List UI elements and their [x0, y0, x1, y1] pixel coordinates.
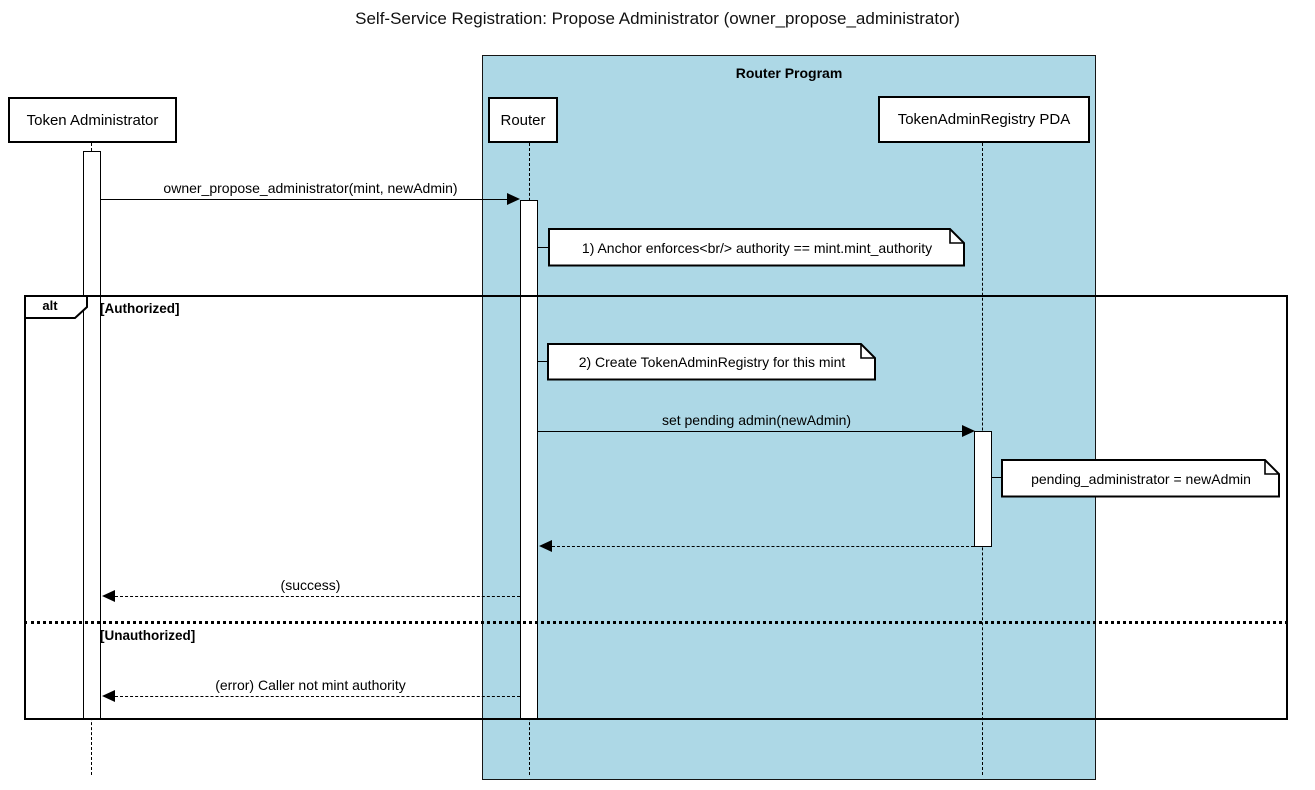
- participant-label: TokenAdminRegistry PDA: [897, 111, 1071, 128]
- return-registry-line: [552, 546, 974, 547]
- note-create-registry: [547, 343, 877, 381]
- note1-connector: [537, 247, 548, 248]
- message-propose-line: [101, 199, 508, 200]
- message-propose-label: owner_propose_administrator(mint, newAdmin): [163, 180, 458, 196]
- arrowhead-right-icon: [507, 193, 520, 205]
- message-error-line: [115, 696, 520, 697]
- guard-authorized-label: [Authorized]: [100, 301, 180, 316]
- note-anchor-enforces-text: 1) Anchor enforces<br/> authority == mint.mint_authority: [581, 239, 933, 256]
- diagram-title: Self-Service Registration: Propose Administrator (owner_propose_administrator): [355, 9, 960, 28]
- message-set-pending-line: [538, 431, 962, 432]
- note3-connector: [991, 477, 1001, 478]
- activation-token-admin-registry-pda: [974, 431, 992, 547]
- participant-token-admin-registry-pda: [878, 96, 1090, 143]
- message-error-label: (error) Caller not mint authority: [215, 677, 406, 693]
- note-pending-admin: [1001, 459, 1281, 498]
- note2-connector: [537, 361, 547, 362]
- arrowhead-left-icon: [539, 540, 552, 552]
- alt-operator-label: alt: [42, 298, 58, 313]
- alt-divider: [24, 621, 1288, 624]
- activation-token-administrator: [83, 151, 101, 720]
- arrowhead-left-icon: [102, 590, 115, 602]
- participant-label: Router: [500, 111, 546, 129]
- participant-router: [488, 97, 558, 143]
- arrowhead-right-icon: [962, 425, 975, 437]
- router-program-group-label: Router Program: [735, 65, 843, 81]
- note-anchor-enforces: [548, 228, 966, 267]
- arrowhead-left-icon: [102, 690, 115, 702]
- guard-unauthorized-label: [Unauthorized]: [100, 628, 196, 643]
- participant-label: Token Administrator: [26, 111, 159, 129]
- activation-router: [520, 200, 538, 720]
- message-success-label: (success): [280, 577, 341, 593]
- note-pending-admin-text: pending_administrator = newAdmin: [1031, 470, 1251, 487]
- message-set-pending-label: set pending admin(newAdmin): [661, 412, 852, 428]
- participant-token-administrator: [8, 97, 177, 143]
- note-create-registry-text: 2) Create TokenAdminRegistry for this mint: [578, 354, 846, 370]
- message-success-line: [115, 596, 520, 597]
